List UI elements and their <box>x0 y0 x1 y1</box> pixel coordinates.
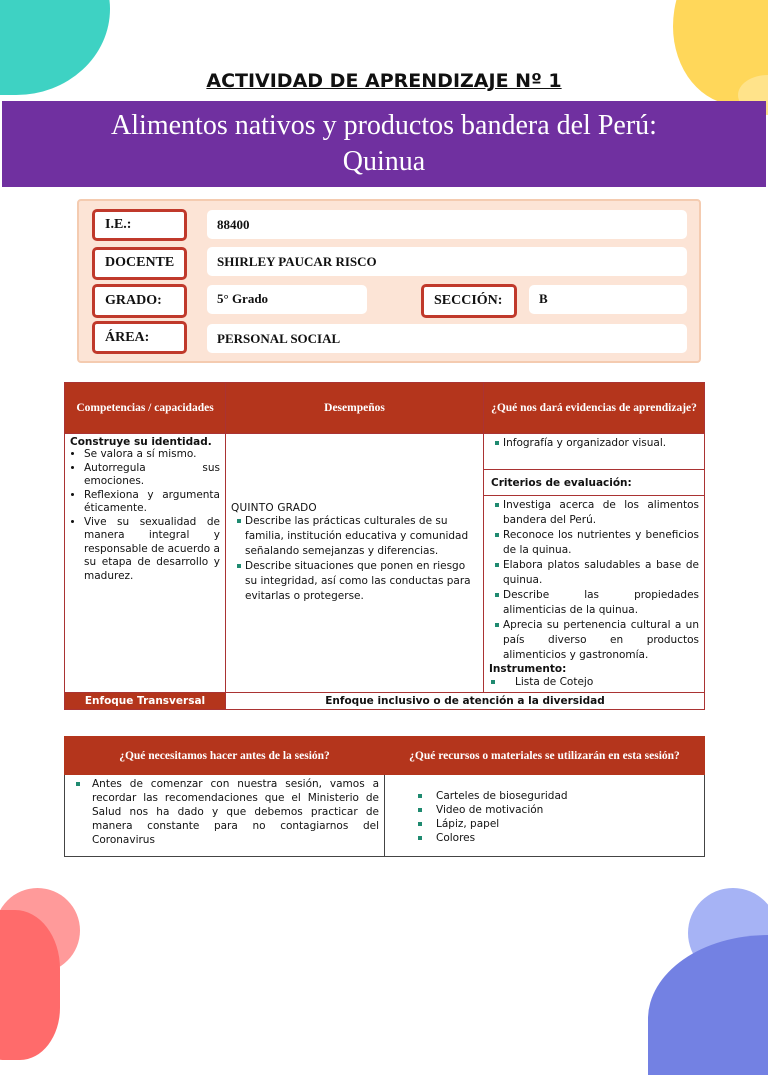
list-item: Elabora platos saludables a base de quinua. <box>497 558 699 588</box>
banner-title-line1: Alimentos nativos y productos bandera del Perú: <box>111 110 657 141</box>
list-item: Describe situaciones que ponen en riesgo su integridad, así como las conductas para evitarlas o protegerse. <box>239 559 478 604</box>
seccion-value: B <box>529 285 687 314</box>
list-item: • Reflexiona y argumenta éticamente. <box>84 489 220 516</box>
list-item: Investiga acerca de los alimentos bandera del Perú. <box>497 498 699 528</box>
desempenos-cell <box>226 434 484 693</box>
list-item: Infografía y organizador visual. <box>497 436 699 451</box>
header-evidencias: ¿Qué nos dará evidencias de aprendizaje? <box>484 383 705 434</box>
antes-list <box>70 777 379 847</box>
recursos-list <box>390 789 699 845</box>
list-item: Colores <box>420 831 699 845</box>
list-item: Video de motivación <box>420 803 699 817</box>
info-panel <box>77 199 701 363</box>
sesion-table <box>64 736 705 857</box>
criterios-title: Criterios de evaluación: <box>484 470 705 496</box>
topic-banner <box>2 101 766 187</box>
header-desempenos: Desempeños <box>226 383 484 434</box>
desempenos-list <box>231 514 478 604</box>
list-item: Carteles de bioseguridad <box>420 789 699 803</box>
decorative-blob-blue <box>648 935 768 1075</box>
list-item: • Se valora a sí mismo. <box>84 448 220 462</box>
evidencia-list <box>489 436 699 451</box>
antes-cell <box>65 775 385 857</box>
instrumento-title: Instrumento: <box>489 663 567 675</box>
evidencia-cell <box>484 434 705 470</box>
criterios-cell <box>484 496 705 693</box>
list-item: Lápiz, papel <box>420 817 699 831</box>
header-recursos: ¿Qué recursos o materiales se utilizarán en esta sesión? <box>385 737 705 775</box>
list-item: Describe las propiedades alimenticias de la quinua. <box>497 588 699 618</box>
area-label: ÁREA: <box>92 321 187 354</box>
header-antes: ¿Qué necesitamos hacer antes de la sesión? <box>65 737 385 775</box>
competencias-cell <box>65 434 226 693</box>
seccion-label: SECCIÓN: <box>421 284 517 318</box>
list-item: Reconoce los nutrientes y beneficios de la quinua. <box>497 528 699 558</box>
list-item: • Autorregula sus emociones. <box>84 462 220 489</box>
ie-value: 88400 <box>207 210 687 239</box>
list-item: Lista de Cotejo <box>493 675 699 690</box>
header-competencias: Competencias / capacidades <box>65 383 226 434</box>
instrumento-list <box>489 675 699 690</box>
activity-title: ACTIVIDAD DE APRENDIZAJE Nº 1 <box>206 70 562 92</box>
area-value: PERSONAL SOCIAL <box>207 324 687 353</box>
enfoque-value: Enfoque inclusivo o de atención a la diversidad <box>226 693 705 710</box>
grado-title: QUINTO GRADO <box>231 502 317 514</box>
list-item: Describe las prácticas culturales de su familia, institución educativa y comunidad señalando semejanzas y diferencias. <box>239 514 478 559</box>
enfoque-label: Enfoque Transversal <box>65 693 226 710</box>
competencias-table <box>64 382 705 710</box>
banner-title-line2: Quinua <box>342 146 426 177</box>
criterios-list <box>489 498 699 663</box>
list-item: Aprecia su pertenencia cultural a un país diverso en productos alimenticios y gastronomía. <box>497 618 699 663</box>
docente-label: DOCENTE <box>92 247 187 280</box>
list-item: • Vive su sexualidad de manera integral y responsable de acuerdo a su etapa de desarrollo y madurez. <box>84 516 220 584</box>
recursos-cell <box>385 775 705 857</box>
ie-label: I.E.: <box>92 209 187 241</box>
list-item: Antes de comenzar con nuestra sesión, vamos a recordar las recomendaciones que el Ministerio de Salud nos ha dado y que debemos practicar de manera constante para no contagiarnos del Coronavirus <box>78 777 379 847</box>
competencia-title: Construye su identidad. <box>70 436 212 448</box>
competencia-list <box>70 448 220 583</box>
decorative-blob-red <box>0 910 60 1060</box>
grado-value: 5° Grado <box>207 285 367 314</box>
grado-label: GRADO: <box>92 284 187 318</box>
docente-value: SHIRLEY PAUCAR RISCO <box>207 247 687 276</box>
